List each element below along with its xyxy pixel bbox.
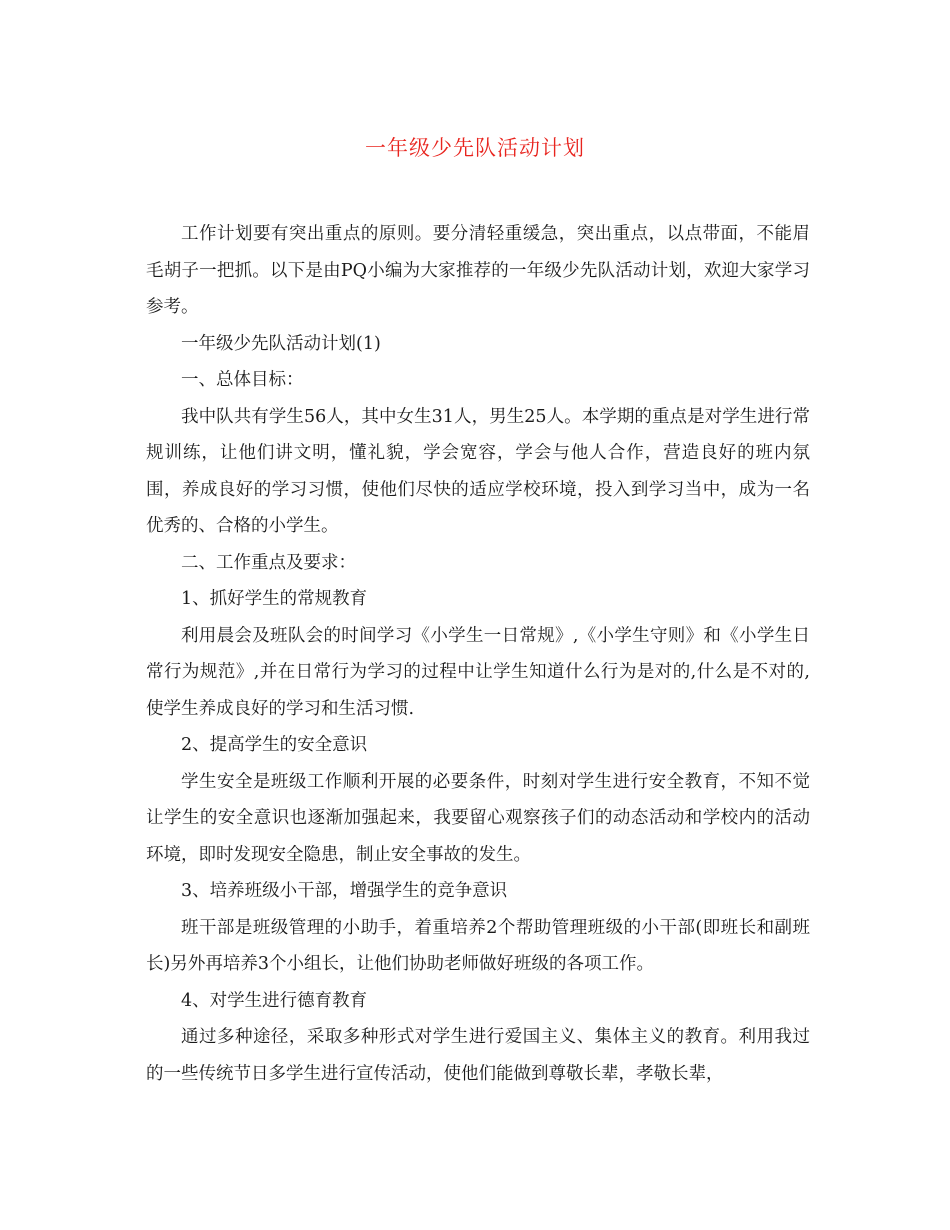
class-leaders-paragraph: 班干部是班级管理的小助手，着重培养2个帮助管理班级的小干部(即班长和副班长)另外再培养3个小组长，让他们协助老师做好班级的各项工作。	[146, 917, 810, 974]
subheading-safety-awareness: 2、提高学生的安全意识	[181, 735, 368, 755]
plan-heading: 一年级少先队活动计划(1)	[181, 333, 381, 354]
routine-education-paragraph: 利用晨会及班队会的时间学习《小学生一日常规》,《小学生守则》和《小学生日常行为规范》,并在日常行为学习的过程中让学生知道什么行为是对的,什么是不对的,使学生养成良好的学习和生活习惯.	[146, 625, 810, 719]
moral-education-paragraph: 通过多种途径，采取多种形式对学生进行爱国主义、集体主义的教育。利用我过的一些传统节日多学生进行宣传活动，使他们能做到尊敬长辈，孝敬长辈，	[146, 1027, 810, 1084]
section-heading-focus: 二、工作重点及要求：	[181, 552, 356, 573]
document-body	[146, 216, 810, 1092]
subheading-moral-education: 4、对学生进行德育教育	[181, 990, 368, 1011]
subheading-class-leaders: 3、培养班级小干部，增强学生的竞争意识	[181, 881, 508, 901]
section-heading-goals: 一、总体目标：	[181, 370, 304, 390]
safety-awareness-paragraph: 学生安全是班级工作顺利开展的必要条件，时刻对学生进行安全教育，不知不觉让学生的安全意识也逐渐加强起来，我要留心观察孩子们的动态活动和学校内的活动环境，即时发现安全隐患，制止安全事故的发生。	[146, 771, 810, 865]
document-title: 一年级少先队活动计划	[365, 136, 585, 160]
subheading-routine-education: 1、抓好学生的常规教育	[181, 589, 368, 609]
intro-paragraph: 工作计划要有突出重点的原则。要分清轻重缓急，突出重点，以点带面，不能眉毛胡子一把抓。以下是由PQ小编为大家推荐的一年级少先队活动计划，欢迎大家学习参考。	[146, 224, 810, 317]
goals-paragraph: 我中队共有学生56人，其中女生31人，男生25人。本学期的重点是对学生进行常规训练，让他们讲文明，懂礼貌，学会宽容，学会与他人合作，营造良好的班内氛围，养成良好的学习习惯，使他们尽快的适应学校环境，投入到学习当中，成为一名优秀的、合格的小学生。	[146, 406, 810, 536]
